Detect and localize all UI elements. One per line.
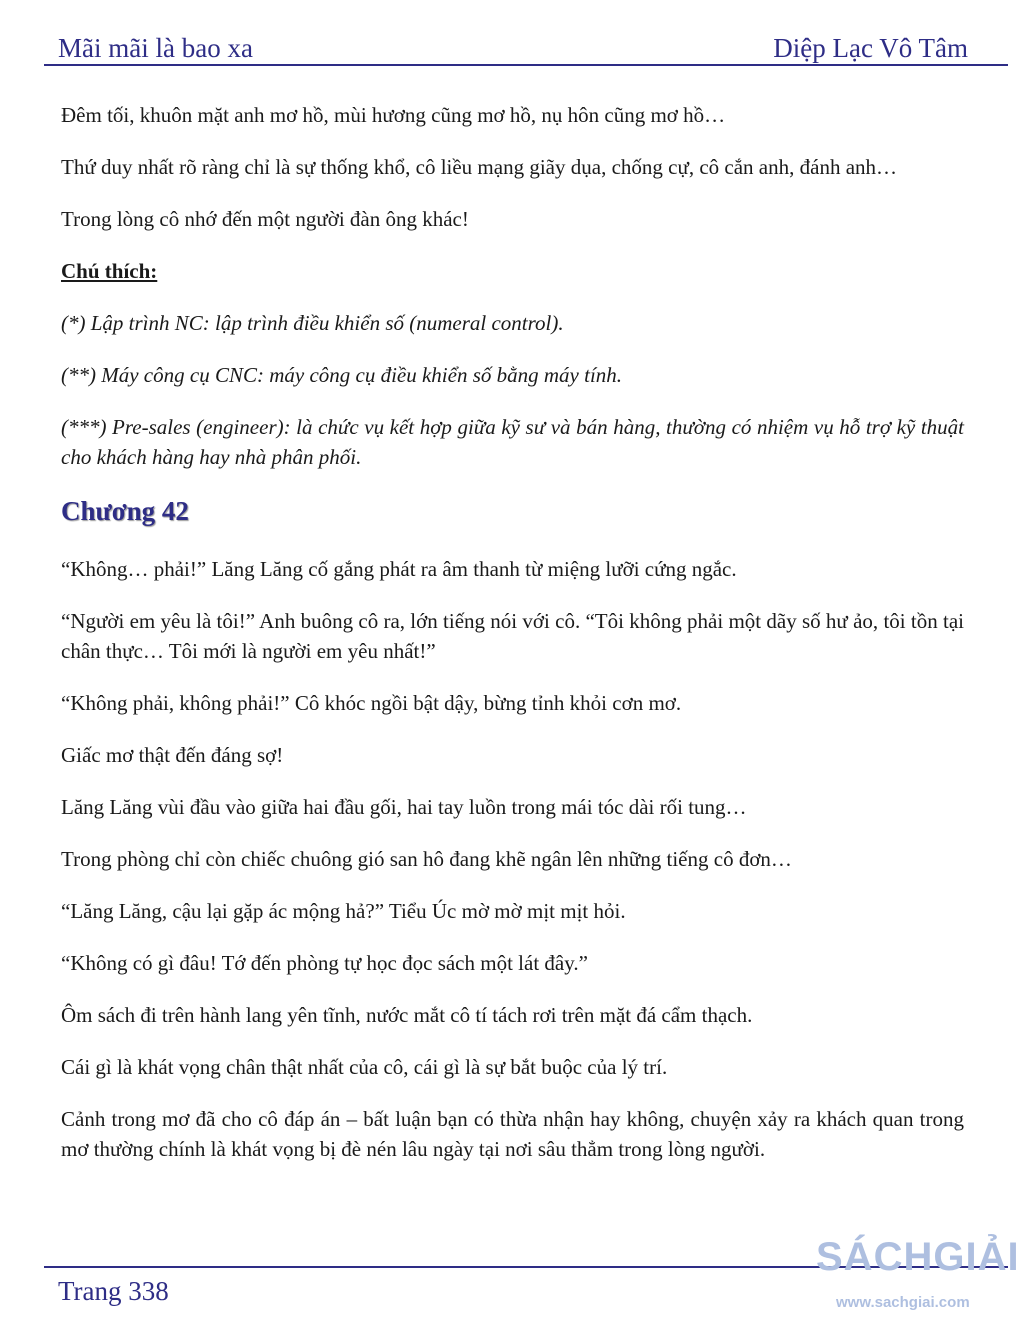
chapter-heading: Chương 42 bbox=[61, 496, 189, 526]
paragraph: “Không phải, không phải!” Cô khóc ngồi bật dậy, bừng tỉnh khỏi cơn mơ. bbox=[61, 691, 682, 715]
paragraph: Cảnh trong mơ đã cho cô đáp án – bất luận bạn có thừa nhận hay không, chuyện xảy ra khách quan trong mơ thường chính là khát vọng bị đè nén lâu ngày tại nơi sâu thẳm trong lòng người. bbox=[61, 1107, 964, 1161]
watermark-logo: SÁCHGIẢI bbox=[816, 1235, 1020, 1279]
paragraph: “Lăng Lăng, cậu lại gặp ác mộng hả?” Tiểu Úc mờ mờ mịt mịt hỏi. bbox=[61, 899, 626, 923]
page-header bbox=[58, 24, 968, 64]
author-name: Diệp Lạc Vô Tâm bbox=[773, 33, 968, 63]
paragraph: Giấc mơ thật đến đáng sợ! bbox=[61, 743, 284, 767]
paragraph: “Không có gì đâu! Tớ đến phòng tự học đọc sách một lát đây.” bbox=[61, 951, 588, 975]
footnote: (**) Máy công cụ CNC: máy công cụ điều khiển số bằng máy tính. bbox=[61, 363, 623, 387]
paragraph: “Người em yêu là tôi!” Anh buông cô ra, lớn tiếng nói với cô. “Tôi không phải một dãy số hư ảo, tôi tồn tại chân thực… Tôi mới là người em yêu nhất!” bbox=[61, 609, 964, 663]
footnote: (*) Lập trình NC: lập trình điều khiển số (numeral control). bbox=[61, 311, 564, 335]
paragraph: Đêm tối, khuôn mặt anh mơ hồ, mùi hương cũng mơ hồ, nụ hôn cũng mơ hồ… bbox=[61, 103, 726, 127]
paragraph: Trong lòng cô nhớ đến một người đàn ông khác! bbox=[61, 207, 469, 231]
header-divider bbox=[44, 64, 1008, 66]
book-title: Mãi mãi là bao xa bbox=[58, 33, 253, 63]
notes-title: Chú thích: bbox=[61, 259, 158, 283]
page-number: Trang 338 bbox=[58, 1276, 169, 1306]
watermark-url: www.sachgiai.com bbox=[836, 1294, 970, 1311]
paragraph: Ôm sách đi trên hành lang yên tĩnh, nước mắt cô tí tách rơi trên mặt đá cẩm thạch. bbox=[61, 1003, 753, 1027]
paragraph: Cái gì là khát vọng chân thật nhất của cô, cái gì là sự bắt buộc của lý trí. bbox=[61, 1055, 668, 1079]
paragraph: Thứ duy nhất rõ ràng chỉ là sự thống khổ, cô liều mạng giãy dụa, chống cự, cô cắn anh, đánh anh… bbox=[61, 155, 898, 179]
paragraph: Trong phòng chỉ còn chiếc chuông gió san hô đang khẽ ngân lên những tiếng cô đơn… bbox=[61, 847, 792, 871]
page-content bbox=[61, 100, 964, 1186]
watermark bbox=[816, 1232, 1022, 1318]
footnote: (***) Pre-sales (engineer): là chức vụ kết hợp giữa kỹ sư và bán hàng, thường có nhiệm vụ hỗ trợ kỹ thuật cho khách hàng hay nhà phân phối. bbox=[61, 415, 964, 469]
paragraph: Lăng Lăng vùi đầu vào giữa hai đầu gối, hai tay luồn trong mái tóc dài rối tung… bbox=[61, 795, 747, 819]
paragraph: “Không… phải!” Lăng Lăng cố gắng phát ra âm thanh từ miệng lưỡi cứng ngắc. bbox=[61, 557, 737, 581]
